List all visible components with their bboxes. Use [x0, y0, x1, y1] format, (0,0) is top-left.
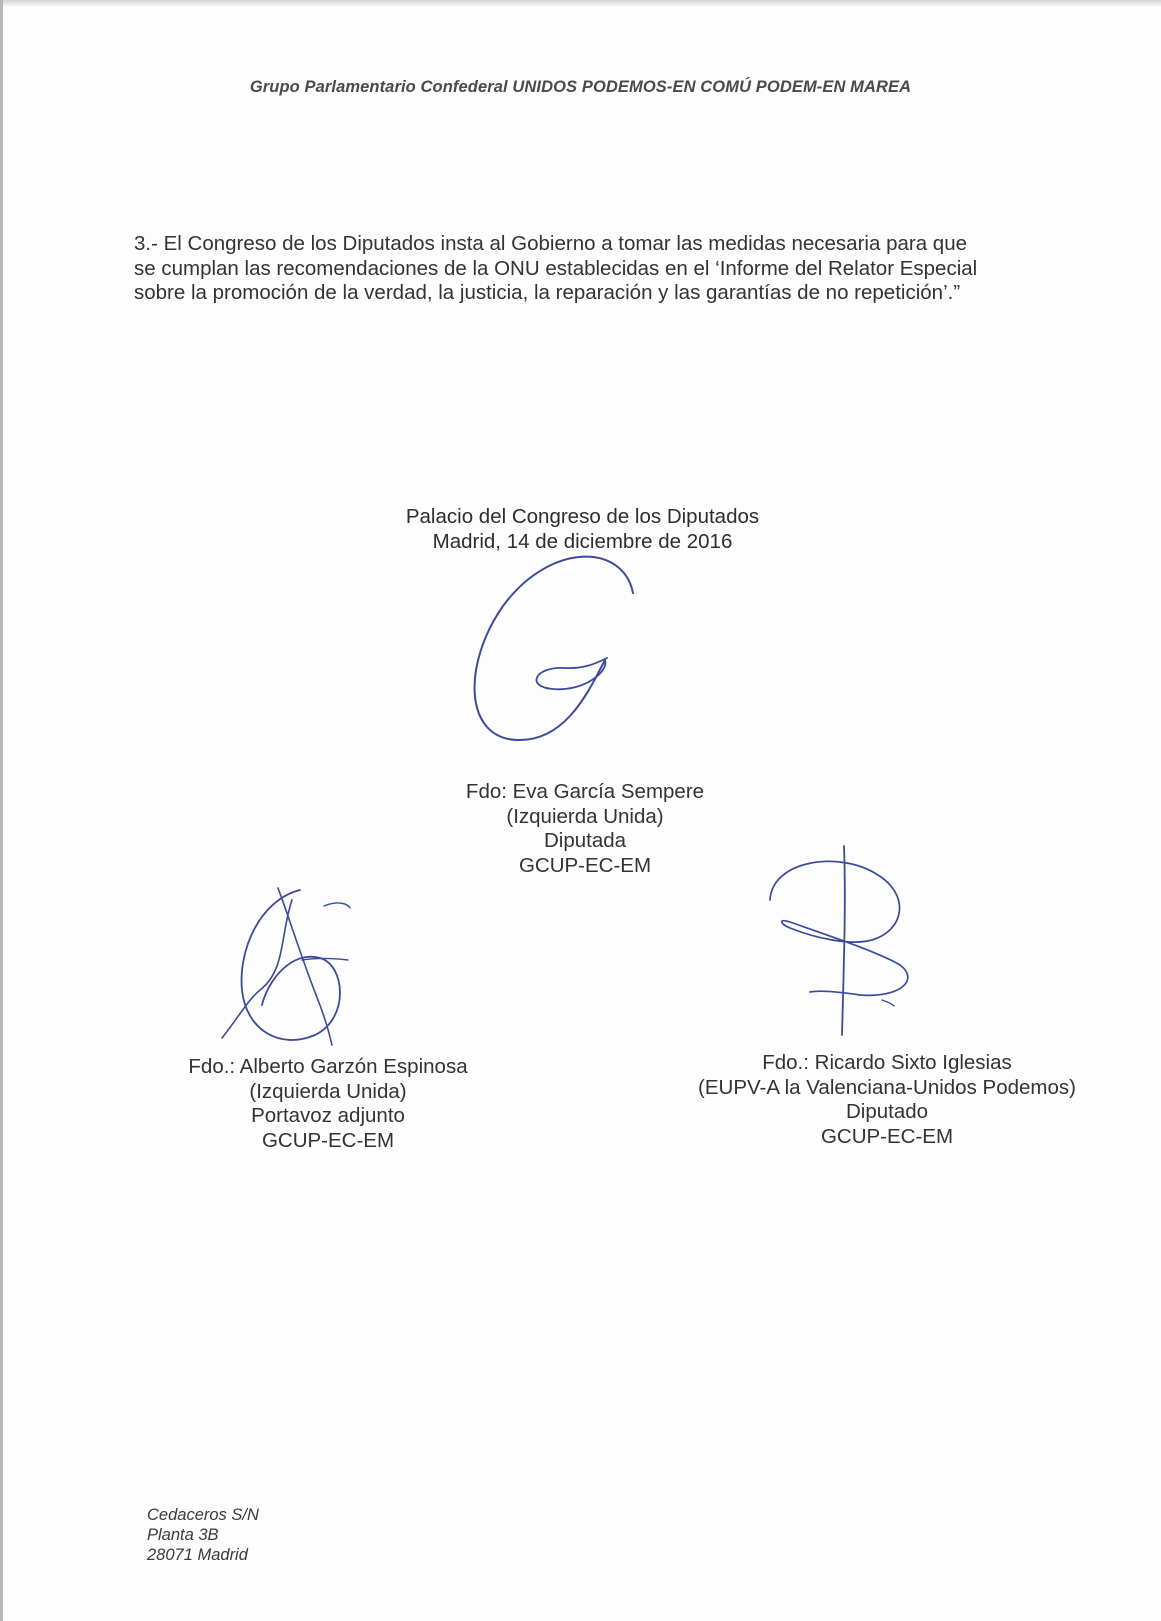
page-left-edge: [0, 0, 3, 1621]
place-line: Palacio del Congreso de los Diputados: [405, 505, 760, 528]
page-top-edge: [0, 0, 1161, 6]
paragraph-line: sobre la promoción de la verdad, la justicia, la reparación y las garantías de no repetición’.”: [134, 281, 961, 304]
signer-role: Diputada: [543, 829, 627, 852]
signer-name: Fdo.: Alberto Garzón Espinosa: [188, 1055, 468, 1078]
signer-ricardo-sixto: [657, 1051, 1117, 1149]
signature-alberto-garzon: [220, 880, 370, 1050]
signature-eva-garcia: [455, 548, 655, 748]
signer-alberto-garzon: [118, 1055, 538, 1153]
address-line: Planta 3B: [147, 1526, 219, 1544]
signer-name: Fdo: Eva García Sempere: [465, 780, 705, 803]
signer-group: GCUP-EC-EM: [820, 1124, 954, 1148]
paragraph-line: 3.- El Congreso de los Diputados insta al Gobierno a tomar las medidas necesaria para que: [134, 232, 967, 255]
resolution-paragraph: [134, 232, 1034, 306]
address-line: 28071 Madrid: [147, 1546, 248, 1564]
footer-address: [147, 1505, 259, 1565]
document-header: Grupo Parlamentario Confederal UNIDOS PODEMOS-EN COMÚ PODEM-EN MAREA: [249, 78, 912, 96]
signer-role: Diputado: [845, 1100, 929, 1123]
signer-eva-garcia: [385, 780, 785, 878]
address-line: Cedaceros S/N: [147, 1506, 259, 1524]
signature-ricardo-sixto: [760, 840, 920, 1040]
signer-group: GCUP-EC-EM: [261, 1128, 395, 1152]
place-date-block: [0, 505, 1161, 554]
signer-party: (EUPV-A la Valenciana-Unidos Podemos): [698, 1075, 1076, 1099]
paragraph-line: se cumplan las recomendaciones de la ONU establecidas en el ‘Informe del Relator Especial: [134, 256, 978, 280]
signer-party: (Izquierda Unida): [249, 1079, 407, 1103]
signer-role: Portavoz adjunto: [251, 1104, 405, 1127]
signer-name: Fdo.: Ricardo Sixto Iglesias: [762, 1051, 1012, 1074]
date-line: Madrid, 14 de diciembre de 2016: [432, 529, 733, 553]
signer-group: GCUP-EC-EM: [518, 853, 652, 877]
signer-party: (Izquierda Unida): [506, 804, 664, 828]
